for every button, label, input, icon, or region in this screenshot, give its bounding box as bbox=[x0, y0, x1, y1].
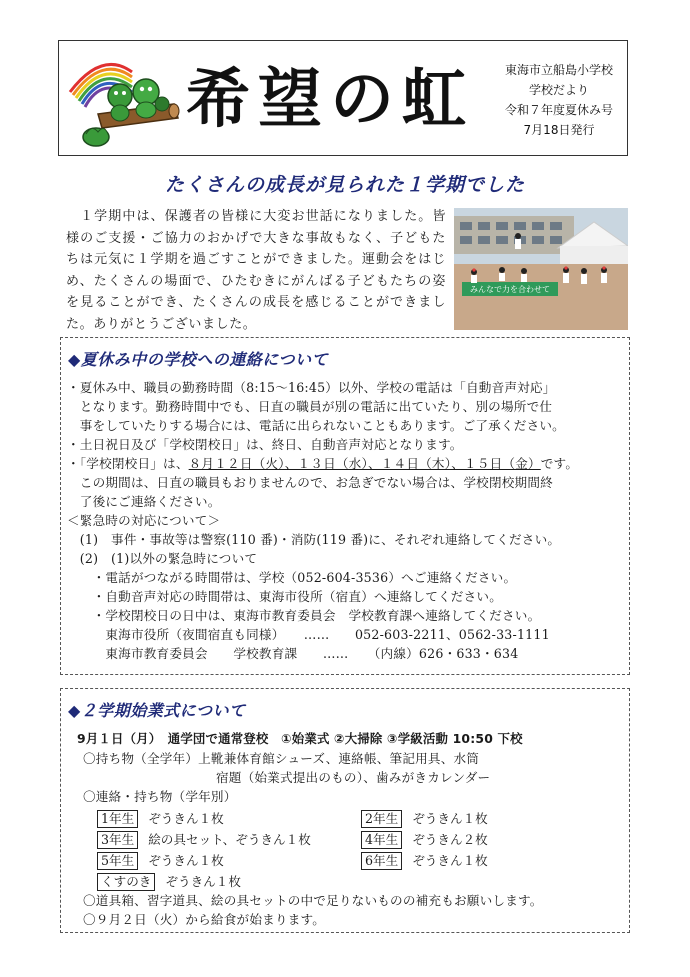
grade-entry bbox=[361, 829, 488, 849]
school-name: 東海市立船島小学校 bbox=[504, 63, 613, 77]
closed-days-suffix: です。 bbox=[540, 456, 579, 471]
schedule-line: 9月１日（月） 通学団で通常登校 ①始業式 ②大掃除 ③学級活動 10:50 下校 bbox=[77, 731, 523, 746]
contact-line: 了後にご連絡ください。 bbox=[67, 494, 221, 509]
items-line: 宿題（始業式提出のもの）、歯みがきカレンダー bbox=[216, 770, 491, 785]
intro-paragraph: １学期中は、保護者の皆様に大変お世話になりました。皆様のご支援・ご協力のおかげで大きな事故もなく、子どもたちは元気に１学期を過ごすことができました。運動会をはじめ、たくさんの場面で、ひたむきにがんばる子どもたちの姿を見ることができ、たくさんの成長を感じることができました。ありがとうございました。 bbox=[66, 209, 446, 332]
grade-entry bbox=[97, 829, 311, 849]
grade-entry bbox=[97, 871, 241, 891]
issuer-block bbox=[492, 60, 626, 140]
grade-tag: くすのき bbox=[97, 873, 155, 891]
emergency-line: (1) 事件・事故等は警察(110 番)・消防(119 番)に、それぞれ連絡してください。 bbox=[67, 532, 561, 547]
photo-banner-text: みんなで力を合わせて bbox=[470, 285, 550, 294]
emergency-line: ・電話がつながる時間帯は、学校（052-604-3536）へご連絡ください。 bbox=[67, 570, 517, 585]
opening-ceremony-box bbox=[60, 688, 630, 933]
note-line: 〇９月２日（火）から給食が始まります。 bbox=[83, 912, 326, 927]
by-grade-label: 〇連絡・持ち物（学年別） bbox=[83, 789, 237, 804]
grade-tag: 1年生 bbox=[97, 810, 138, 828]
grade-tag: 5年生 bbox=[97, 852, 138, 870]
newsletter-type: 学校だより bbox=[528, 83, 589, 97]
grade-entry bbox=[361, 808, 488, 828]
phone-line: 東海市役所（夜間宿直も同様） …… 052-603-2211、0562-33-1111 bbox=[67, 627, 550, 642]
closed-days-line bbox=[67, 454, 578, 474]
contact-line: ・土日祝日及び「学校閉校日」は、終日、自動音声対応となります。 bbox=[67, 437, 463, 452]
grade-tag: 2年生 bbox=[361, 810, 402, 828]
grade-item: ぞうきん１枚 bbox=[412, 853, 488, 868]
grade-item: ぞうきん１枚 bbox=[412, 811, 488, 826]
grade-tag: 4年生 bbox=[361, 831, 402, 849]
issue-date: 7月18日発行 bbox=[523, 123, 595, 137]
grade-entry bbox=[97, 808, 224, 828]
phone-line: 東海市教育委員会 学校教育課 …… （内線）626・633・634 bbox=[67, 646, 519, 661]
sports-day-photo bbox=[454, 208, 628, 330]
emergency-heading: ＜緊急時の対応について＞ bbox=[67, 513, 221, 528]
newsletter-title: 希望の虹 bbox=[186, 63, 474, 137]
closed-days-dates: ８月１２日（火）、１３日（水）、１４日（木）、１５日（金） bbox=[188, 456, 541, 471]
closed-days-prefix: ・「学校閉校日」は、 bbox=[67, 456, 189, 471]
contact-line: となります。勤務時間中でも、日直の職員が別の電話に出ていたり、別の場所で仕 bbox=[67, 399, 553, 414]
emergency-line: ・自動音声対応の時間帯は、東海市役所（宿直）へ連絡してください。 bbox=[67, 589, 502, 604]
contact-line: この期間は、日直の職員もおりませんので、お急ぎでない場合は、学校閉校期間終 bbox=[67, 475, 553, 490]
grade-item: ぞうきん２枚 bbox=[412, 832, 488, 847]
grade-item: ぞうきん１枚 bbox=[148, 811, 224, 826]
grade-item: ぞうきん１枚 bbox=[148, 853, 224, 868]
rainbow-mascot-logo bbox=[62, 52, 188, 150]
contact-notice-box bbox=[60, 337, 630, 675]
grade-item: 絵の具セット、ぞうきん１枚 bbox=[148, 832, 311, 847]
grade-item: ぞうきん１枚 bbox=[165, 874, 241, 889]
grade-tag: 6年生 bbox=[361, 852, 402, 870]
emergency-line: (2) (1)以外の緊急時について bbox=[67, 551, 258, 566]
emergency-line: ・学校閉校日の日中は、東海市教育委員会 学校教育課へ連絡してください。 bbox=[67, 608, 541, 623]
opening-section-title: ◆２学期始業式について bbox=[68, 701, 246, 720]
grade-tag: 3年生 bbox=[97, 831, 138, 849]
headline: たくさんの成長が見られた１学期でした bbox=[164, 174, 525, 196]
contact-line: ・夏休み中、職員の勤務時間（8:15～16:45）以外、学校の電話は「自動音声対応」 bbox=[67, 380, 556, 395]
contact-line: 事をしていたりする場合には、電話に出られないこともあります。ご了承ください。 bbox=[67, 418, 565, 433]
grade-entry bbox=[361, 850, 488, 870]
contact-section-title: ◆夏休み中の学校への連絡について bbox=[68, 350, 328, 369]
grade-entry bbox=[97, 850, 224, 870]
note-line: 〇道具箱、習字道具、絵の具セットの中で足りないものの補充もお願いします。 bbox=[83, 893, 543, 908]
issue-name: 令和７年度夏休み号 bbox=[504, 103, 613, 117]
items-line: 〇持ち物（全学年）上靴兼体育館シューズ、連絡帳、筆記用具、水筒 bbox=[83, 751, 480, 766]
